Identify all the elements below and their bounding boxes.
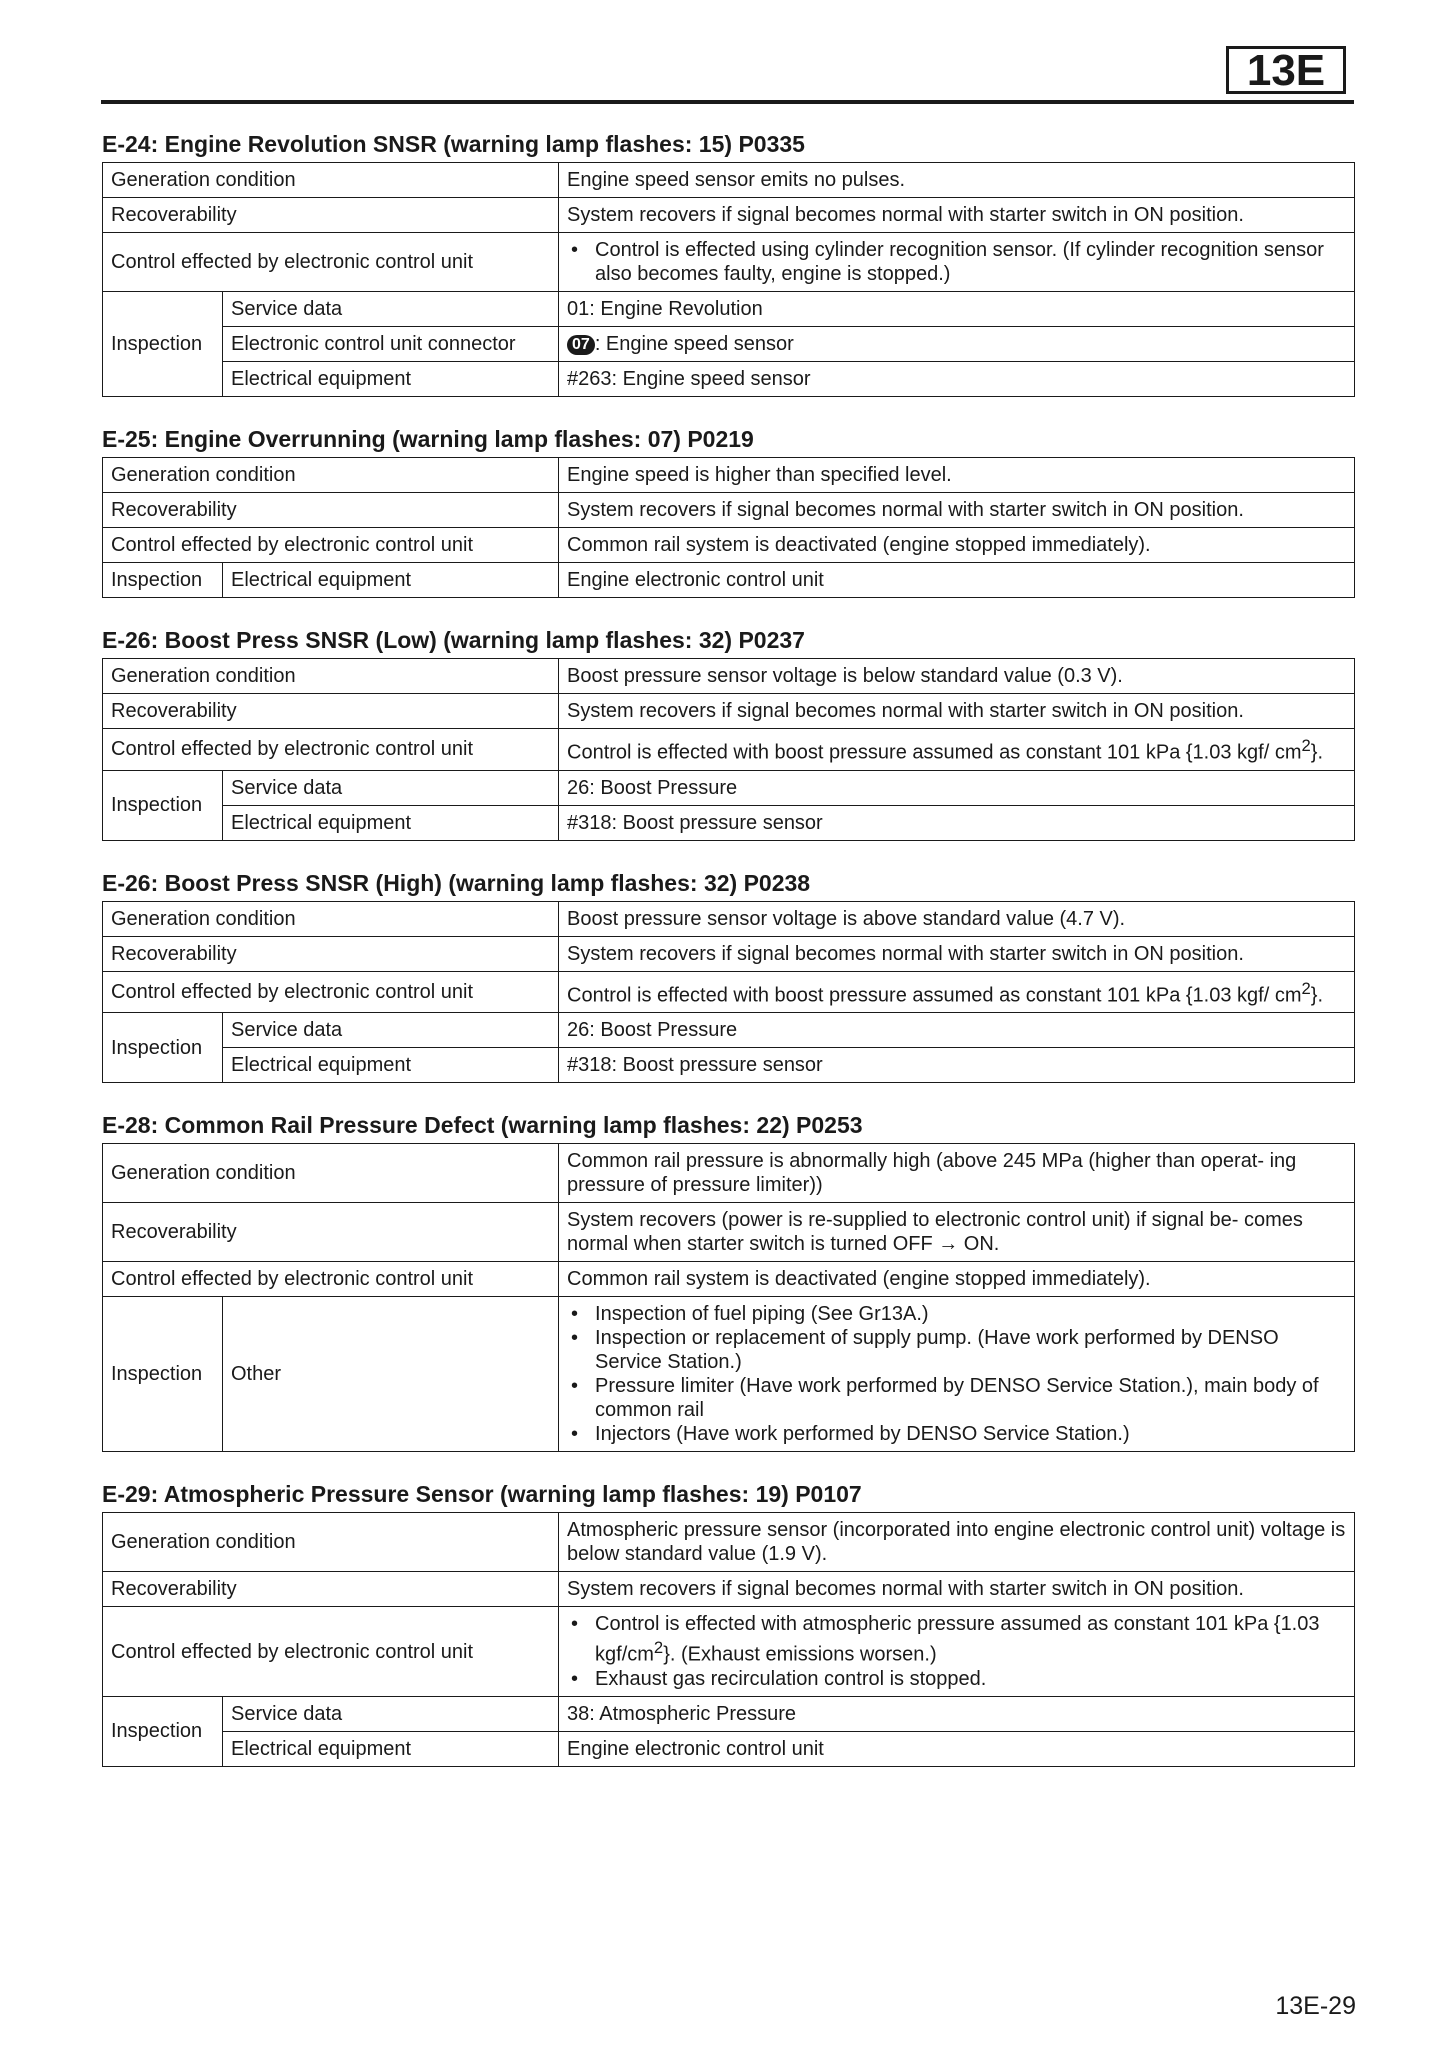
table-row [103,233,1355,292]
bullet-list [567,1302,1346,1446]
inspection-label: Inspection [103,1696,223,1766]
control-text-end: }. [1310,984,1324,1007]
section-title: E-25: Engine Overrunning (warning lamp flashes: 07) P0219 [102,426,754,452]
row-value: 26: Boost Pressure [559,770,1355,805]
row-value: Boost pressure sensor voltage is above standard value (4.7 V). [559,901,1355,936]
row-value: Atmospheric pressure sensor (incorporated into engine electronic control unit) voltage is below standard value (1.9 V). [559,1513,1355,1572]
row-value [559,1607,1355,1697]
row-value: System recovers (power is re-supplied to electronic control unit) if signal be- comes normal when starter switch is turned OFF → ON. [559,1203,1355,1262]
row-label: Electrical equipment [223,805,559,840]
row-value [559,327,1355,362]
row-label: Control effected by electronic control unit [103,528,559,563]
row-label: Other [223,1297,559,1452]
inspection-label: Inspection [103,292,223,397]
row-value: Engine electronic control unit [559,1731,1355,1766]
row-label: Service data [223,1696,559,1731]
row-label: Electrical equipment [223,1731,559,1766]
table-row [103,458,1355,493]
spec-table [102,901,1355,1084]
row-value [559,971,1355,1013]
row-label: Recoverability [103,493,559,528]
row-label: Control effected by electronic control unit [103,971,559,1013]
list-item: • Exhaust gas recirculation control is stopped. [567,1667,1346,1691]
page-number: 13E-29 [1275,1992,1356,2020]
table-row [103,528,1355,563]
table-row [103,936,1355,971]
table-row [103,1513,1355,1572]
row-value: Boost pressure sensor voltage is below standard value (0.3 V). [559,659,1355,694]
row-label: Service data [223,292,559,327]
row-value: Common rail pressure is abnormally high (above 245 MPa (higher than operat- ing pressure of pressure limiter)) [559,1144,1355,1203]
list-item [567,1612,1346,1667]
section-e24 [102,130,1354,397]
table-row [103,198,1355,233]
row-value: Engine speed sensor emits no pulses. [559,163,1355,198]
row-value [559,1297,1355,1452]
control-text: Control is effected with boost pressure assumed as constant 101 kPa {1.03 kgf/ cm [567,741,1302,764]
table-row [103,694,1355,729]
list-item: • Inspection or replacement of supply pump. (Have work performed by DENSO Service Station.) [567,1326,1346,1374]
inspection-label: Inspection [103,770,223,840]
table-row [103,901,1355,936]
inspection-label: Inspection [103,1297,223,1452]
page-content [102,130,1354,1795]
section-title: E-24: Engine Revolution SNSR (warning lamp flashes: 15) P0335 [102,131,805,157]
table-row [103,1203,1355,1262]
row-label: Generation condition [103,901,559,936]
row-label: Generation condition [103,659,559,694]
table-row [103,292,1355,327]
table-row [103,729,1355,771]
row-value: Common rail system is deactivated (engine stopped immediately). [559,1262,1355,1297]
row-label: Electrical equipment [223,1048,559,1083]
row-value: 01: Engine Revolution [559,292,1355,327]
connector-text: : Engine speed sensor [594,333,794,355]
row-label: Generation condition [103,163,559,198]
section-title: E-28: Common Rail Pressure Defect (warning lamp flashes: 22) P0253 [102,1112,863,1139]
bullet-list [567,1612,1346,1691]
table-row [103,1607,1355,1697]
superscript: 2 [1301,736,1311,755]
row-value: System recovers if signal becomes normal with starter switch in ON position. [559,198,1355,233]
table-row [103,563,1355,598]
spec-table [102,162,1355,397]
table-row [103,1297,1355,1452]
row-label: Recoverability [103,1572,559,1607]
section-title: E-26: Boost Press SNSR (Low) (warning lamp flashes: 32) P0237 [102,627,805,653]
row-label: Generation condition [103,1144,559,1203]
inspection-label: Inspection [103,563,223,598]
row-value: #318: Boost pressure sensor [559,1048,1355,1083]
list-item: • Inspection of fuel piping (See Gr13A.) [567,1302,1346,1326]
table-row [103,805,1355,840]
row-value: #263: Engine speed sensor [559,362,1355,397]
row-label: Electrical equipment [223,362,559,397]
table-row [103,163,1355,198]
row-value: Common rail system is deactivated (engine stopped immediately). [559,528,1355,563]
row-label: Generation condition [103,1513,559,1572]
table-row [103,659,1355,694]
list-item: • Pressure limiter (Have work performed by DENSO Service Station.), main body of common rail [567,1374,1346,1422]
section-e25 [102,425,1354,598]
row-value: System recovers if signal becomes normal with starter switch in ON position. [559,1572,1355,1607]
table-row [103,1144,1355,1203]
spec-table [102,457,1355,598]
row-value [559,233,1355,292]
spec-table [102,1512,1355,1767]
table-row [103,971,1355,1013]
bullet-list [567,238,1346,286]
row-label: Service data [223,770,559,805]
table-row [103,1572,1355,1607]
control-text: Control is effected with boost pressure assumed as constant 101 kPa {1.03 kgf/ cm [567,984,1302,1007]
row-label: Control effected by electronic control unit [103,729,559,771]
table-row [103,362,1355,397]
section-e26-low [102,626,1354,841]
row-value: System recovers if signal becomes normal with starter switch in ON position. [559,493,1355,528]
table-row [103,327,1355,362]
section-title: E-26: Boost Press SNSR (High) (warning lamp flashes: 32) P0238 [102,869,811,896]
header-rule [101,100,1354,104]
section-e29 [102,1480,1354,1767]
row-label: Recoverability [103,1203,559,1262]
spec-table [102,1143,1355,1452]
table-row [103,1262,1355,1297]
control-text-end: }. [1310,741,1324,764]
chapter-badge: 13E [1226,46,1346,94]
bullet-text: Control is effected with atmospheric pressure assumed as constant 101 kPa {1.03 kgf/cm [595,1613,1320,1666]
row-value: 38: Atmospheric Pressure [559,1696,1355,1731]
row-label: Recoverability [103,198,559,233]
row-value: Engine electronic control unit [559,563,1355,598]
table-row [103,1731,1355,1766]
table-row [103,770,1355,805]
row-label: Control effected by electronic control unit [103,1607,559,1697]
row-label: Control effected by electronic control unit [103,233,559,292]
row-value: 26: Boost Pressure [559,1013,1355,1048]
table-row [103,493,1355,528]
row-label: Recoverability [103,694,559,729]
table-row [103,1048,1355,1083]
row-value: Engine speed is higher than specified level. [559,458,1355,493]
row-label: Recoverability [103,936,559,971]
row-value: System recovers if signal becomes normal with starter switch in ON position. [559,694,1355,729]
section-e28 [102,1111,1354,1452]
inspection-label: Inspection [103,1013,223,1083]
connector-badge: 07 [567,335,595,355]
row-label: Generation condition [103,458,559,493]
list-item: • Control is effected using cylinder recognition sensor. (If cylinder recognition sensor also becomes faulty, engine is stopped.) [567,238,1346,286]
row-label: Electronic control unit connector [223,327,559,362]
section-title: E-29: Atmospheric Pressure Sensor (warning lamp flashes: 19) P0107 [102,1481,862,1508]
row-value: System recovers if signal becomes normal with starter switch in ON position. [559,936,1355,971]
superscript: 2 [1301,978,1311,998]
superscript: 2 [653,1638,664,1658]
bullet-text-end: }. (Exhaust emissions worsen.) [663,1643,937,1666]
row-label: Electrical equipment [223,563,559,598]
table-row [103,1696,1355,1731]
table-row [103,1013,1355,1048]
row-label: Control effected by electronic control unit [103,1262,559,1297]
row-value: #318: Boost pressure sensor [559,805,1355,840]
section-e26-high [102,869,1354,1084]
spec-table [102,658,1355,841]
row-label: Service data [223,1013,559,1048]
row-value [559,729,1355,771]
list-item: • Injectors (Have work performed by DENSO Service Station.) [567,1422,1346,1446]
